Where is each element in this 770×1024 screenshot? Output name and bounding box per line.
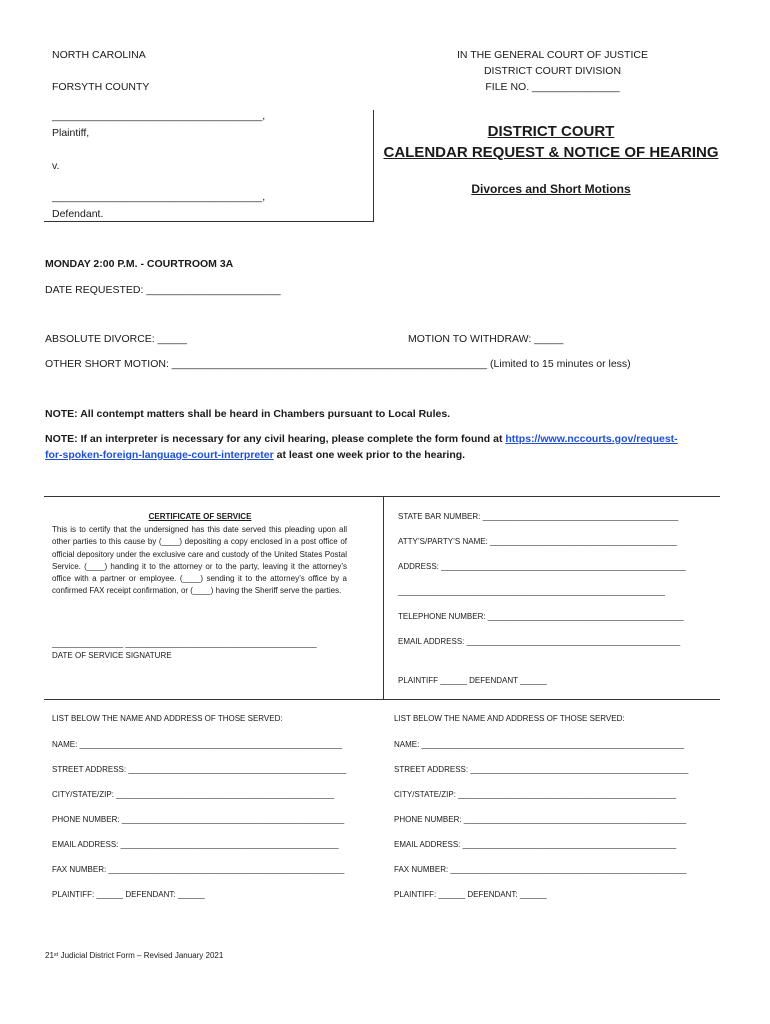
state-bar-field[interactable]: STATE BAR NUMBER: ____________________________________________ <box>398 512 679 521</box>
versus-label: v. <box>52 160 60 172</box>
section-vertical-divider <box>383 497 384 700</box>
served-left-party[interactable]: PLAINTIFF: ______ DEFENDANT: ______ <box>52 890 205 899</box>
note-interpreter-end: at least one week prior to the hearing. <box>273 449 466 461</box>
served-right-city[interactable]: CITY/STATE/ZIP: _________________________________________________ <box>394 790 677 799</box>
court-name: IN THE GENERAL COURT OF JUSTICE <box>457 49 648 61</box>
served-right-name[interactable]: NAME: ___________________________________________________________ <box>394 740 685 749</box>
served-right-party[interactable]: PLAINTIFF: ______ DEFENDANT: ______ <box>394 890 547 899</box>
served-left-street[interactable]: STREET ADDRESS: _________________________________________________ <box>52 765 347 774</box>
attorney-name-field[interactable]: ATTY’S/PARTY’S NAME: __________________________________________ <box>398 537 677 546</box>
served-right-street[interactable]: STREET ADDRESS: _________________________________________________ <box>394 765 689 774</box>
served-left-fax[interactable]: FAX NUMBER: _____________________________________________________ <box>52 865 345 874</box>
attorney-address-field[interactable]: ADDRESS: _______________________________________________________ <box>398 562 686 571</box>
subtitle-divorces: Divorces and Short Motions <box>471 182 631 196</box>
absolute-divorce-field[interactable]: ABSOLUTE DIVORCE: _____ <box>45 333 187 345</box>
defendant-line[interactable]: ____________________________________, <box>52 191 266 203</box>
attorney-phone-field[interactable]: TELEPHONE NUMBER: ____________________________________________ <box>398 612 684 621</box>
form-footer: 21ˢᵗ Judicial District Form – Revised January 2021 <box>45 951 224 960</box>
plaintiff-label: Plaintiff, <box>52 127 90 139</box>
title-district-court: DISTRICT COURT <box>487 123 615 140</box>
served-right-fax[interactable]: FAX NUMBER: _____________________________________________________ <box>394 865 687 874</box>
interpreter-link-part1[interactable]: https://www.nccourts.gov/request- <box>505 433 678 445</box>
defendant-label: Defendant. <box>52 208 104 220</box>
served-right-heading: LIST BELOW THE NAME AND ADDRESS OF THOSE SERVED: <box>394 714 625 723</box>
served-left-phone[interactable]: PHONE NUMBER: __________________________________________________ <box>52 815 345 824</box>
title-calendar-request: CALENDAR REQUEST & NOTICE OF HEARING <box>383 144 719 161</box>
date-requested-field[interactable]: DATE REQUESTED: _______________________ <box>45 284 281 296</box>
served-left-city[interactable]: CITY/STATE/ZIP: _________________________________________________ <box>52 790 335 799</box>
attorney-party-field[interactable]: PLAINTIFF ______ DEFENDANT ______ <box>398 676 547 685</box>
plaintiff-line[interactable]: ____________________________________, <box>52 110 266 122</box>
courtroom-time: MONDAY 2:00 P.M. - COURTROOM 3A <box>45 258 234 270</box>
served-left-heading: LIST BELOW THE NAME AND ADDRESS OF THOSE SERVED: <box>52 714 283 723</box>
note-interpreter <box>45 433 678 445</box>
attorney-address2-field[interactable]: ____________________________________________________________ <box>398 587 665 596</box>
state-name: NORTH CAROLINA <box>52 49 146 61</box>
service-signature-line[interactable]: ________________ ___________________________________________ <box>52 639 317 648</box>
served-left-name[interactable]: NAME: ___________________________________________________________ <box>52 740 343 749</box>
section-top-rule <box>44 496 720 497</box>
served-left-email[interactable]: EMAIL ADDRESS: _________________________________________________ <box>52 840 339 849</box>
served-right-email[interactable]: EMAIL ADDRESS: ________________________________________________ <box>394 840 677 849</box>
other-motion-field[interactable]: OTHER SHORT MOTION: ______________________________________________________ (Limited to 15 minutes or less) <box>45 358 631 370</box>
caption-bottom-rule <box>44 221 374 222</box>
motion-withdraw-field[interactable]: MOTION TO WITHDRAW: _____ <box>408 333 564 345</box>
served-right-phone[interactable]: PHONE NUMBER: __________________________________________________ <box>394 815 687 824</box>
note-contempt: NOTE: All contempt matters shall be heard in Chambers pursuant to Local Rules. <box>45 408 451 420</box>
interpreter-link-part2[interactable]: for-spoken-foreign-language-court-interpreter <box>45 449 274 461</box>
section-bottom-rule <box>44 699 720 700</box>
certificate-body: This is to certify that the undersigned has this date served this pleading upon all other parties to this cause by (____) depositing a copy enclosed in a post office of official depository under the exclusive care and custody of the United States Postal Service. (____) handing it to the attorney or to the party, leaving it the attorney’s office with a partner or employee. (____) sending it to the attorney’s office by a confirmed FAX receipt confirmation, or (____) having the Sheriff serve the parties. <box>52 525 347 596</box>
attorney-email-field[interactable]: EMAIL ADDRESS: ________________________________________________ <box>398 637 681 646</box>
service-signature-label: DATE OF SERVICE SIGNATURE <box>52 651 172 660</box>
caption-divider <box>373 110 374 221</box>
note-interpreter-text: NOTE: If an interpreter is necessary for any civil hearing, please complete the form found at <box>45 433 506 445</box>
file-number[interactable]: FILE NO. _______________ <box>485 81 620 93</box>
note-interpreter-cont <box>45 449 465 461</box>
certificate-heading: CERTIFICATE OF SERVICE <box>148 512 252 521</box>
court-division: DISTRICT COURT DIVISION <box>483 65 622 77</box>
county-name: FORSYTH COUNTY <box>52 81 150 93</box>
